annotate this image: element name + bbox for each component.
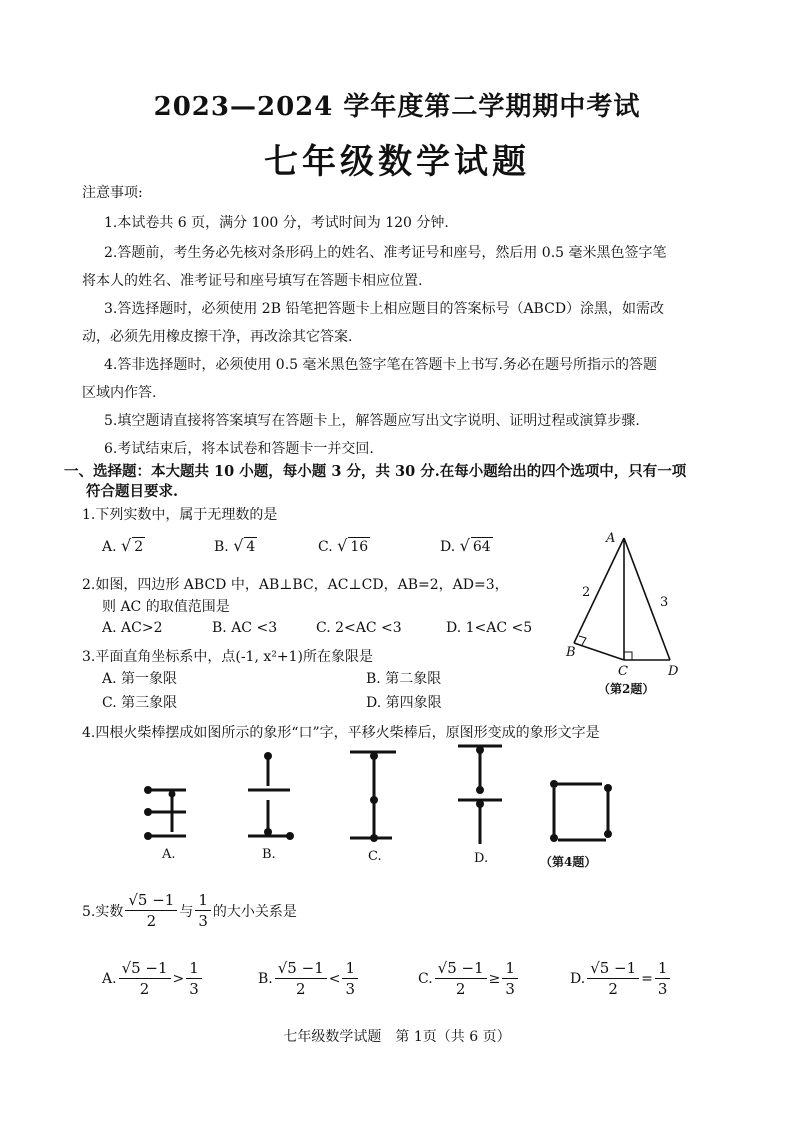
q4-option-b-figure — [248, 752, 294, 840]
q2-option-c: C. 2<AC <3 — [316, 620, 402, 636]
note-5: 5.填空题请直接将答案填写在答题卡上，解答题应写出文字说明、证明过程或演算步骤. — [104, 413, 640, 429]
q1-stem: 1.下列实数中，属于无理数的是 — [82, 507, 278, 523]
q5-option-d: D. $\frac{√5 -1}{2}$ = $\frac{1}{3}$ — [570, 958, 672, 999]
label-b: B — [566, 645, 576, 660]
q1-option-a: A. √ 2 — [102, 536, 144, 555]
note-4b: 区域内作答. — [82, 385, 157, 401]
section-heading-line2: 符合题目要求. — [86, 483, 179, 500]
segment-ab — [574, 538, 624, 643]
q5-stem-post: 的大小关系是 — [212, 903, 297, 920]
note-3b: 动，必须先用橡皮擦干净，再改涂其它答案. — [82, 329, 353, 345]
right-angle-b — [579, 636, 586, 645]
notes-heading: 注意事项: — [82, 185, 143, 201]
q3-option-d: D. 第四象限 — [366, 695, 442, 711]
q4-stem: 4.四根火柴棒摆成如图所示的象形“口”字，平移火柴棒后，原图形变成的象形文字是 — [82, 725, 600, 741]
q4-label-b: B. — [262, 847, 276, 862]
q2-stem-line1: 2.如图，四边形 ABCD 中，AB⊥BC，AC⊥CD，AB=2，AD=3， — [82, 577, 509, 593]
q2-option-d: D. 1<AC <5 — [446, 620, 533, 636]
q3-option-a: A. 第一象限 — [102, 671, 178, 687]
q1-option-c: C. √ 16 — [318, 536, 369, 555]
label-ad-length: 3 — [660, 595, 669, 610]
q5-option-c: C. $\frac{√5 -1}{2}$ ≥ $\frac{1}{3}$ — [418, 958, 520, 999]
segment-bc — [574, 643, 624, 660]
note-3a: 3.答选择题时，必须使用 2B 铅笔把答题卡上相应题目的答案标号（ABCD）涂黑，如需改 — [104, 301, 665, 317]
q5-stem-mid: 与 — [179, 903, 194, 920]
right-angle-c — [624, 652, 632, 660]
q4-label-c: C. — [368, 849, 382, 864]
q5-stem-pre: 5.实数 — [82, 903, 124, 920]
section-heading-line1: 一、选择题：本大题共 10 小题，每小题 3 分，共 30 分.在每小题给出的四个选项中，只有一项 — [64, 463, 687, 480]
page-footer: 七年级数学试题 第 1页（共 6 页） — [283, 1029, 511, 1045]
segment-ad — [624, 538, 670, 660]
q5-fraction-right: $\frac{1}{3}$ — [195, 890, 211, 931]
q2-option-a: A. AC>2 — [102, 620, 163, 636]
q4-original-figure — [550, 780, 612, 842]
note-4a: 4.答非选择题时，必须使用 0.5 毫米黑色签字笔在答题卡上书写.务必在题号所指示的答题 — [104, 357, 657, 373]
q5-stem — [82, 890, 297, 931]
q3-option-b: B. 第二象限 — [366, 671, 442, 687]
q5-fraction-left: $\frac{√5 -1}{2}$ — [125, 890, 177, 931]
q4-caption: （第4题） — [540, 855, 597, 869]
q4-label-a: A. — [162, 847, 176, 862]
q2-stem-line2: 则 AC 的取值范围是 — [102, 599, 230, 615]
q4-option-d-figure — [458, 746, 502, 844]
q3-stem: 3.平面直角坐标系中，点(-1, x²+1)所在象限是 — [82, 649, 373, 665]
q3-option-c: C. 第三象限 — [102, 695, 178, 711]
note-2b: 将本人的姓名、准考证号和座号填写在答题卡相应位置. — [82, 273, 423, 289]
exam-title: 2023—2024 学年度第二学期期中考试 — [153, 92, 641, 122]
q5-option-a: A. $\frac{√5 -1}{2}$ > $\frac{1}{3}$ — [102, 958, 204, 999]
q4-option-c-figure — [350, 752, 396, 842]
note-6: 6.考试结束后，将本试卷和答题卡一并交回. — [104, 441, 374, 457]
q4-option-a-figure — [144, 786, 186, 840]
q5-option-b: B. $\frac{√5 -1}{2}$ < $\frac{1}{3}$ — [258, 958, 360, 999]
q2-option-b: B. AC <3 — [212, 620, 278, 636]
label-a: A — [606, 531, 616, 546]
label-d: D — [668, 664, 679, 679]
q2-caption: （第2题） — [598, 682, 655, 696]
label-ab-length: 2 — [582, 585, 591, 600]
q1-option-b: B. √ 4 — [214, 536, 256, 555]
q1-option-d: D. √ 64 — [440, 536, 491, 555]
note-1: 1.本试卷共 6 页，满分 100 分，考试时间为 120 分钟. — [104, 215, 449, 231]
q4-label-d: D. — [474, 851, 489, 866]
note-2a: 2.答题前，考生务必先核对条形码上的姓名、准考证号和座号，然后用 0.5 毫米黑色签字笔 — [104, 245, 667, 261]
exam-subtitle: 七年级数学试题 — [264, 142, 530, 182]
label-c: C — [618, 664, 628, 679]
